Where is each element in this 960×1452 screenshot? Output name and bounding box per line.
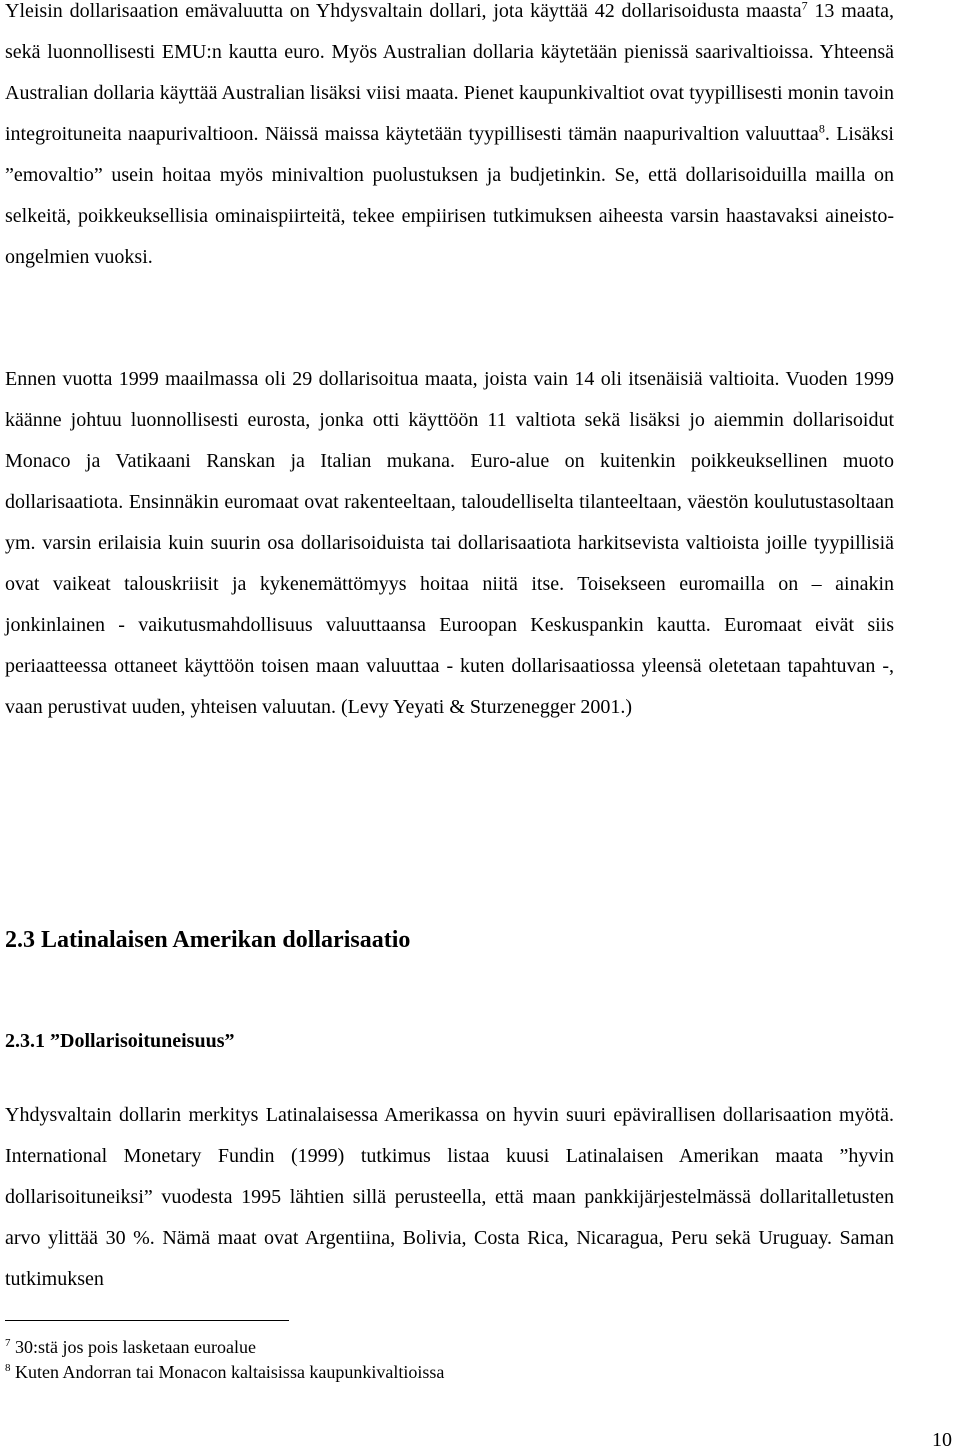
subsection-heading: 2.3.1 ”Dollarisoituneisuus” — [5, 1030, 235, 1052]
paragraph-text: Yhdysvaltain dollarin merkitys Latinalaisessa Amerikassa on hyvin suuri epävirallisen dollarisaation myötä. International Monetary Fundin (1999) tutkimus listaa kuusi Latinalaisen Amerikan maata ”hyvin dollarisoituneiksi” vuodesta 1995 lähtien sillä perusteella, että maan pankkijärjestelmässä dollaritalletusten arvo ylittää 30 %. Nämä maat ovat Argentiina, Bolivia, Costa Rica, Nicaragua, Peru sekä Uruguay. Saman tutkimuksen — [5, 1104, 894, 1290]
page-number: 10 — [932, 1429, 952, 1451]
paragraph-before-1999: Ennen vuotta 1999 maailmassa oli 29 dollarisoitua maata, joista vain 14 oli itsenäisiä valtioita. Vuoden 1999 käänne johtuu luonnollisesti eurosta, jonka otti käyttöön 11 valtiota sekä lisäksi jo aiemmin dollarisoidut Monaco ja Vatikaani Ranskan ja Italian mukana. Euro-alue on kuitenkin poikkeuksellinen muoto dollarisaatiota. Ensinnäkin euromaat ovat rakenteeltaan, taloudelliselta tilanteeltaan, väestön koulutustasoltaan ym. varsin erilaisia kuin suurin osa dollarisoiduista tai dollarisaatiota harkitsevista valtioista joille tyypillisiä ovat vaikeat talouskriisit ja kykenemättömyys hoitaa niitä itse. Toisekseen euromailla on – ainakin jonkinlainen - vaikutusmahdollisuus valuuttaansa Euroopan Keskuspankin kautta. Euromaat eivät siis periaatteessa ottaneet käyttöön toisen maan valuuttaa - kuten dollarisaatiossa yleensä oletetaan tapahtuvan -, vaan perustivat uuden, yhteisen valuutan. (Levy Yeyati & Sturzenegger 2001.) — [5, 368, 894, 718]
footnote-7 — [5, 1336, 256, 1358]
footnote-8 — [5, 1361, 444, 1383]
paragraph-latin-america — [5, 1095, 894, 1341]
footnote-mark: 8 — [5, 1362, 11, 1374]
footnote-ref-8[interactable]: 8 — [818, 121, 825, 136]
footnote-text: 30:stä jos pois lasketaan euroalue — [10, 1337, 256, 1357]
paragraph-text: 13 maata, sekä luonnollisesti EMU:n kautta euro. Myös Australian dollaria käytetään pienissä saarivaltioissa. Yhteensä Australian dollaria käyttää Australian lisäksi viisi maata. Pienet kaupunkivaltiot ovat tyypillisesti monin tavoin integroituneita naapurivaltioon. Näissä maissa käytetään tyypillisesti tämän naapurivaltion valuuttaa — [5, 0, 894, 145]
paragraph-text: . Lisäksi ”emovaltio” usein hoitaa myös minivaltion puolustuksen ja budjetinkin. Se, että dollarisoiduilla mailla on selkeitä, poikkeuksellisia ominaispiirteitä, tekee empiirisen tutkimuksen aiheesta varsin haastavaksi aineisto-ongelmien vuoksi. — [5, 123, 894, 268]
footnote-text: Kuten Andorran tai Monacon kaltaisissa kaupunkivaltioissa — [10, 1362, 445, 1382]
footnote-mark: 7 — [5, 1337, 11, 1349]
section-heading: 2.3 Latinalaisen Amerikan dollarisaatio — [5, 927, 411, 953]
paragraph-dollar-currencies — [5, 0, 894, 278]
paragraph-text: Yleisin dollarisaation emävaluutta on Yhdysvaltain dollari, jota käyttää 42 dollarisoidusta maasta — [5, 0, 802, 22]
footnote-separator — [5, 1320, 289, 1321]
footnote-ref-7[interactable]: 7 — [801, 0, 808, 13]
